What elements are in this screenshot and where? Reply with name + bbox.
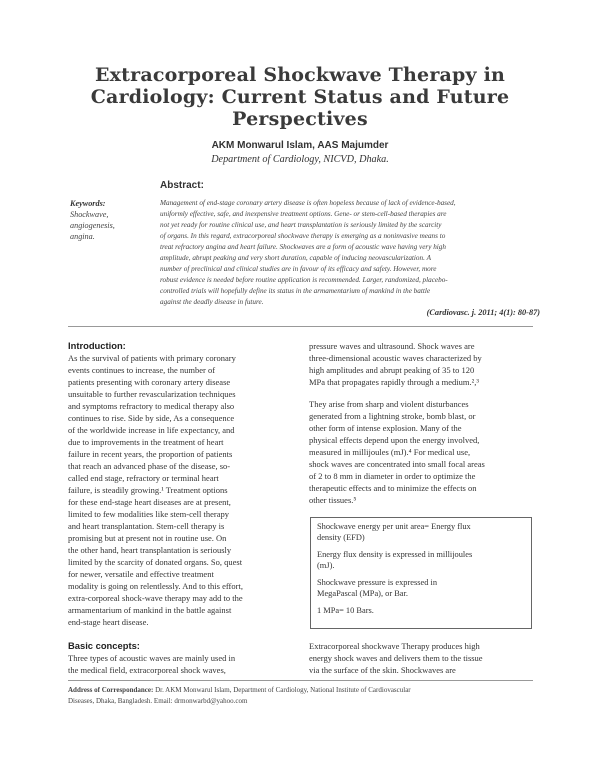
body-line: modality is going on relentlessly. And to this effort, bbox=[68, 581, 243, 591]
body-line: the other hand, heart transplantation is seriously bbox=[68, 545, 232, 555]
abstract-line: against the deadly disease in future. bbox=[160, 298, 264, 306]
title-line: Extracorporeal Shockwave Therapy in bbox=[94, 64, 506, 86]
body-line: patients presenting with coronary artery disease bbox=[68, 377, 231, 387]
body-line: pressure waves and ultrasound. Shock waves are bbox=[309, 341, 475, 351]
box-line: density (EFD) bbox=[317, 533, 365, 542]
body-line: Extracorporeal shockwave Therapy produces high bbox=[309, 641, 480, 651]
abstract-line: Management of end-stage coronary artery disease is often hopeless because of lack of evidence-based, bbox=[160, 199, 456, 207]
abstract-line: robust evidence is needed before routine application is recommended. Larger, randomized, placebo- bbox=[160, 276, 448, 284]
body-line: shock waves are concentrated into small focal areas bbox=[309, 459, 485, 469]
footnote-divider bbox=[68, 680, 533, 681]
basic-concepts-heading: Basic concepts: bbox=[68, 640, 140, 651]
definition-box bbox=[310, 517, 532, 629]
abstract-line: treat refractory angina and heart failure. Shockwaves are a form of acoustic wave having very high bbox=[160, 243, 446, 251]
abstract-heading: Abstract: bbox=[160, 180, 204, 191]
body-line: for newer, versatile and effective treatment bbox=[68, 569, 214, 579]
abstract-line: amplitude, abrupt peaking and very short duration, capable of inducing neovascularization. A bbox=[160, 254, 431, 262]
abstract-line: of organs. In this regard, extracorporeal shockwave therapy is emerging as a noninvasive means to bbox=[160, 232, 446, 240]
box-line: Shockwave pressure is expressed in bbox=[317, 578, 438, 587]
keyword: Shockwave, bbox=[70, 210, 109, 219]
body-line: and symptoms refractory to medical therapy also bbox=[68, 401, 235, 411]
authors: AKM Monwarul Islam, AAS Majumder bbox=[211, 140, 389, 151]
body-line: promising but at present not in routine use. On bbox=[68, 533, 227, 543]
body-line: end-stage heart disease. bbox=[68, 617, 149, 627]
box-line: Shockwave energy per unit area= Energy flux bbox=[317, 522, 471, 531]
correspondence-label: Address of Correspondance: bbox=[68, 686, 154, 694]
body-line: unsuitable to further revascularization techniques bbox=[68, 389, 236, 399]
affiliation: Department of Cardiology, NICVD, Dhaka. bbox=[211, 154, 389, 165]
body-line: and heart transplantation. Stem-cell therapy is bbox=[68, 521, 225, 531]
keywords-heading: Keywords: bbox=[70, 199, 106, 208]
abstract-line: controlled trials will hopefully define its status in the armamentarium of mankind in the battle bbox=[160, 287, 431, 295]
body-line: failure, is steadily growing.¹ Treatment options bbox=[68, 485, 228, 495]
body-line: that reach an advanced phase of the disease, so- bbox=[68, 461, 231, 471]
body-line: MPa that propagates rapidly through a medium.²,³ bbox=[309, 377, 479, 387]
body-line: continues to rise. Side by side, As a consequence bbox=[68, 413, 235, 423]
body-line: of 2 to 8 mm in diameter in order to optimize the bbox=[309, 471, 476, 481]
introduction-heading: Introduction: bbox=[68, 340, 126, 351]
correspondence-line: Diseases, Dhaka, Bangladesh. Email: drmonwarbd@yahoo.com bbox=[68, 697, 248, 705]
body-line: therapeutic effects and to minimize the effects on bbox=[309, 483, 477, 493]
keyword: angina. bbox=[70, 232, 95, 241]
body-line: measured in millijoules (mJ).⁴ For medical use, bbox=[309, 447, 471, 457]
body-line: As the survival of patients with primary coronary bbox=[68, 353, 236, 363]
section-divider bbox=[68, 326, 533, 327]
body-line: other form of intense explosion. Many of the bbox=[309, 423, 462, 433]
body-line: of the worldwide increase in life expectancy, and bbox=[68, 425, 235, 435]
body-line: the medical field, extracorporeal shock waves, bbox=[68, 665, 226, 675]
correspondence-address bbox=[68, 686, 533, 694]
body-line: events continues to increase, the number of bbox=[68, 365, 216, 375]
body-line: Three types of acoustic waves are mainly used in bbox=[68, 653, 236, 663]
body-line: generated from a lightning stroke, bomb blast, or bbox=[309, 411, 476, 421]
body-line: energy shock waves and delivers them to the tissue bbox=[309, 653, 483, 663]
body-line: other tissues.⁵ bbox=[309, 495, 357, 505]
citation: (Cardiovasc. j. 2011; 4(1): 80-87) bbox=[426, 308, 540, 317]
body-line: limited by the scarcity of donated organs. So, quest bbox=[68, 557, 243, 567]
body-line: failure in recent years, the proportion of patients bbox=[68, 449, 233, 459]
keyword: angiogenesis, bbox=[70, 221, 115, 230]
paper-title bbox=[40, 64, 560, 130]
body-line: via the surface of the skin. Shockwaves are bbox=[309, 665, 456, 675]
box-line: MegaPascal (MPa), or Bar. bbox=[317, 589, 408, 598]
box-line: 1 MPa= 10 Bars. bbox=[317, 606, 374, 615]
abstract-line: not yet ready for routine clinical use, and heart transplantation is seriously limited by the scarcity bbox=[160, 221, 442, 229]
body-line: called end stage, refractory or terminal heart bbox=[68, 473, 219, 483]
body-line: due to improvements in the treatment of heart bbox=[68, 437, 224, 447]
abstract-line: uniformly effective, safe, and inexpensive treatment options. Gene- or stem-cell-based therapies are bbox=[160, 210, 447, 218]
box-line: Energy flux density is expressed in millijoules bbox=[317, 550, 473, 559]
body-line: extra-corporeal shock-wave therapy may add to the bbox=[68, 593, 243, 603]
title-line: Cardiology: Current Status and Future bbox=[90, 86, 510, 108]
body-line: They arise from sharp and violent disturbances bbox=[309, 399, 469, 409]
box-line: (mJ). bbox=[317, 561, 335, 570]
title-line: Perspectives bbox=[232, 108, 368, 130]
abstract-line: number of preclinical and clinical studies are in favour of its efficacy and safety. However, more bbox=[160, 265, 437, 273]
body-line: three-dimensional acoustic waves characterized by bbox=[309, 353, 482, 363]
correspondence-text: Dr. AKM Monwarul Islam, Department of Cardiology, National Institute of Cardiovascular bbox=[153, 686, 411, 694]
body-line: limited to few modalities like stem-cell therapy bbox=[68, 509, 229, 519]
body-line: physical effects depend upon the energy involved, bbox=[309, 435, 480, 445]
body-line: armamentarium of mankind in the battle against bbox=[68, 605, 232, 615]
body-line: for these end-stage heart diseases are at present, bbox=[68, 497, 231, 507]
body-line: high amplitudes and abrupt peaking of 35 to 120 bbox=[309, 365, 475, 375]
